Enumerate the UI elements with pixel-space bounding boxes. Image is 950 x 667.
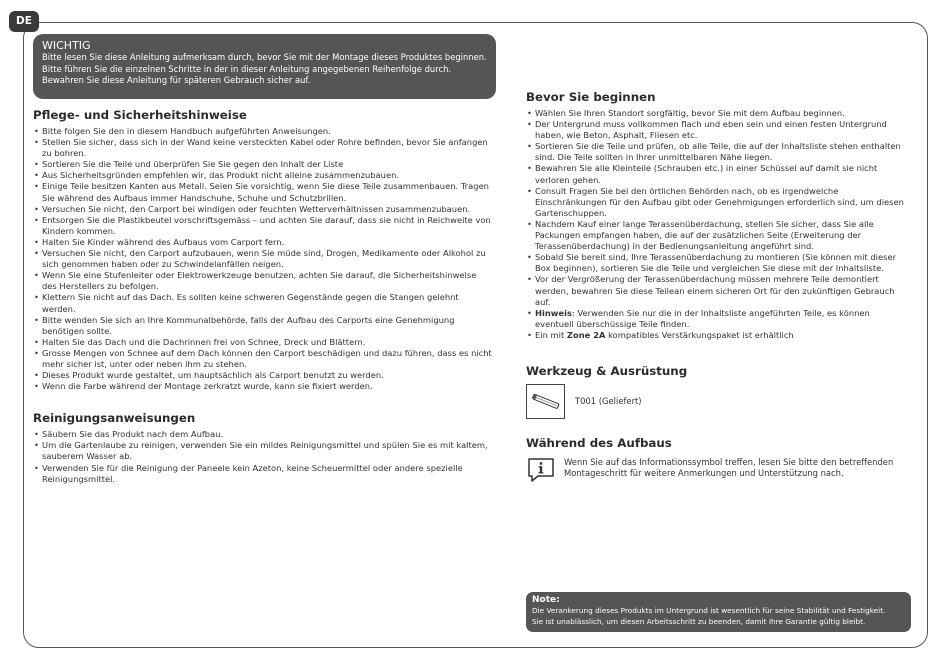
list-item: • Aus Sicherheitsgründen empfehlen wir, das Produkt nicht alleine zusammenzubauen. bbox=[33, 170, 493, 181]
before-start-list bbox=[526, 108, 911, 341]
important-notice-line: Bitte lesen Sie diese Anleitung aufmerksam durch, bevor Sie mit der Montage dieses Produktes beginnen. bbox=[42, 52, 487, 62]
list-item: • Nachdem Kauf einer lange Terassenüberdachung, stellen Sie sicher, dass Sie alle Packungen empfangen haben, die auf der zusätzlichen Seite (Erweiterung der Terassenüberdachung) in der Bedienungsanleitung angeführt sind. bbox=[526, 219, 911, 252]
list-item: • Versuchen Sie nicht, den Carport aufzubauen, wenn Sie müde sind, Drogen, Medikamente oder Alkohol zu sich genommen haben oder zu Schwindelanfällen neigen. bbox=[33, 248, 493, 270]
tools-heading: Werkzeug & Ausrüstung bbox=[526, 363, 688, 378]
list-item: • Verwenden Sie für die Reinigung der Paneele kein Azeton, keine Scheuermittel oder andere spezielle Reinigungsmittel. bbox=[33, 463, 493, 485]
hint-label: Hinweis bbox=[535, 307, 572, 318]
note-line: Die Verankerung dieses Produkts im Untergrund ist wesentlich für seine Stabilität und Festigkeit. bbox=[532, 606, 886, 615]
info-icon bbox=[526, 457, 556, 483]
list-item: • Klettern Sie nicht auf das Dach. Es sollten keine schweren Gegenstände gegen die Stangen gelehnt werden. bbox=[33, 292, 493, 314]
list-item: • Sobald Sie bereit sind, Ihre Terassenüberdachung zu montieren (Sie können mit dieser Box beginnen), sortieren Sie die Teile und vergleichen Sie diese mit der Inhaltsliste. bbox=[526, 252, 911, 274]
list-item: • Vor der Vergrößerung der Terassenüberdachung müssen mehrere Teile demontiert werden, bewahren Sie diese Teilean einem sicheren Ort für den zukünftigen Gebrauch auf. bbox=[526, 274, 911, 307]
list-item: • Halten Sie Kinder während des Aufbaus vom Carport fern. bbox=[33, 237, 493, 248]
cleaning-list bbox=[33, 429, 493, 484]
note-box bbox=[526, 592, 911, 632]
zone-item bbox=[526, 330, 911, 341]
list-item: • Wenn Sie eine Stufenleiter oder Elektrowerkzeuge benutzen, achten Sie darauf, die Sicherheitshinweise des Herstellers zu befolgen. bbox=[33, 270, 493, 292]
hex-key-icon bbox=[531, 391, 561, 413]
during-assembly-text bbox=[564, 457, 894, 480]
list-item: • Stellen Sie sicher, dass sich in der Wand keine versteckten Kabel oder Rohre befinden, bevor Sie anfangen zu bohren. bbox=[33, 137, 493, 159]
before-start-heading: Bevor Sie beginnen bbox=[526, 90, 656, 104]
during-assembly-line: Wenn Sie auf das Informationssymbol treffen, lesen Sie bitte den betreffenden bbox=[564, 456, 894, 467]
list-item: • Versuchen Sie nicht, den Carport bei windigen oder feuchten Wetterverhältnissen zusammenzubauen. bbox=[33, 204, 493, 215]
hint-item bbox=[526, 308, 911, 330]
list-item: • Um die Gartenlaube zu reinigen, verwenden Sie ein mildes Reinigungsmittel und spülen Sie es mit kaltem, sauberem Wasser ab. bbox=[33, 440, 493, 462]
language-badge: DE bbox=[9, 11, 39, 32]
list-item: • Einige Teile besitzen Kanten aus Metall. Seien Sie vorsichtig, wenn Sie diese Teile zusammenbauen. Tragen Sie während des Aufbaus immer Handschuhe, Schuhe und Schutzbrillen. bbox=[33, 181, 493, 203]
list-item: • Der Untergrund muss vollkommen flach und eben sein und einen festen Untergrund haben, wie Beton, Asphalt, Fliesen etc. bbox=[526, 119, 911, 141]
note-line: Sie ist unablässlich, um diesen Arbeitsschritt zu beenden, damit Ihre Garantie gültig bleibt. bbox=[532, 616, 866, 626]
important-notice-line: Bewahren Sie diese Anleitung für späteren Gebrauch sicher auf. bbox=[42, 75, 311, 85]
list-item: • Dieses Produkt wurde gestaltet, um hauptsächlich als Carport benutzt zu werden. bbox=[33, 370, 493, 381]
info-row bbox=[526, 457, 911, 483]
list-item: • Sortieren Sie die Teile und überprüfen Sie Sie gegen den Inhalt der Liste bbox=[33, 159, 493, 170]
zone-label: Zone 2A bbox=[566, 329, 606, 340]
list-item: • Entsorgen Sie die Plastikbeutel vorschriftsgemäss – und achten Sie darauf, dass sie nicht in Reichweite von Kindern kommen. bbox=[33, 215, 493, 237]
hint-text: : Verwenden Sie nur die in der Inhaltsliste angeführten Teile, es können eventuell überschüssige Teile finden. bbox=[535, 307, 870, 329]
tool-image-box bbox=[526, 384, 565, 419]
important-notice-title: WICHTIG bbox=[42, 39, 91, 52]
zone-prefix: Ein mit bbox=[535, 329, 567, 340]
list-item: • Säubern Sie das Produkt nach dem Aufbau. bbox=[33, 429, 493, 440]
list-item: • Halten Sie das Dach und die Dachrinnen frei von Schnee, Dreck und Blättern. bbox=[33, 337, 493, 348]
list-item: • Wählen Sie Ihren Standort sorgfältig, bevor Sie mit dem Aufbau beginnen. bbox=[526, 108, 911, 119]
important-notice-box bbox=[33, 34, 496, 99]
list-item: • Grosse Mengen von Schnee auf dem Dach können den Carport beschädigen und dazu führen, dass es nicht mehr sicher ist, unter oder neben ihm zu stehen. bbox=[33, 348, 493, 370]
left-column bbox=[33, 108, 493, 485]
list-item: • Sortieren Sie die Teile und prüfen, ob alle Teile, die auf der Inhaltsliste stehen enthalten sind. Die Teile sollten in Ihrer unmittelbaren Nähe liegen. bbox=[526, 141, 911, 163]
zone-suffix: kompatibles Verstärkungspaket ist erhältlich bbox=[605, 329, 794, 340]
list-item: • Wenn die Farbe während der Montage zerkratzt wurde, kann sie fixiert werden. bbox=[33, 381, 493, 392]
right-column bbox=[526, 90, 911, 483]
tool-row bbox=[526, 384, 911, 419]
note-title: Note: bbox=[532, 595, 560, 605]
during-assembly-heading: Während des Aufbaus bbox=[526, 435, 672, 450]
tool-label: T001 (Geliefert) bbox=[575, 396, 642, 407]
list-item: • Bewahren Sie alle Kleinteile (Schrauben etc.) in einer Schüssel auf damit sie nicht verloren gehen. bbox=[526, 163, 911, 185]
care-safety-list bbox=[33, 126, 493, 392]
care-safety-heading: Pflege- und Sicherheitshinweise bbox=[33, 108, 247, 122]
cleaning-heading: Reinigungsanweisungen bbox=[33, 411, 196, 426]
list-item: • Bitte folgen Sie den in diesem Handbuch aufgeführten Anweisungen. bbox=[33, 126, 493, 137]
during-assembly-line: Montageschritt für weitere Anmerkungen und Unterstützung nach. bbox=[564, 468, 844, 479]
list-item: • Consult Fragen Sie bei den örtlichen Behörden nach, ob es irgendwelche Einschränkungen für den Aufbau gibt oder Genehmigungen erforderlich sind, um diesen Gartenschuppen. bbox=[526, 186, 911, 219]
list-item: • Bitte wenden Sie sich an Ihre Kommunalbehörde, falls der Aufbau des Carports eine Genehmigung benötigen sollte. bbox=[33, 315, 493, 337]
important-notice-line: Bitte führen Sie die einzelnen Schritte in der in dieser Anleitung angegebenen Reihenfolge durch. bbox=[42, 63, 452, 74]
